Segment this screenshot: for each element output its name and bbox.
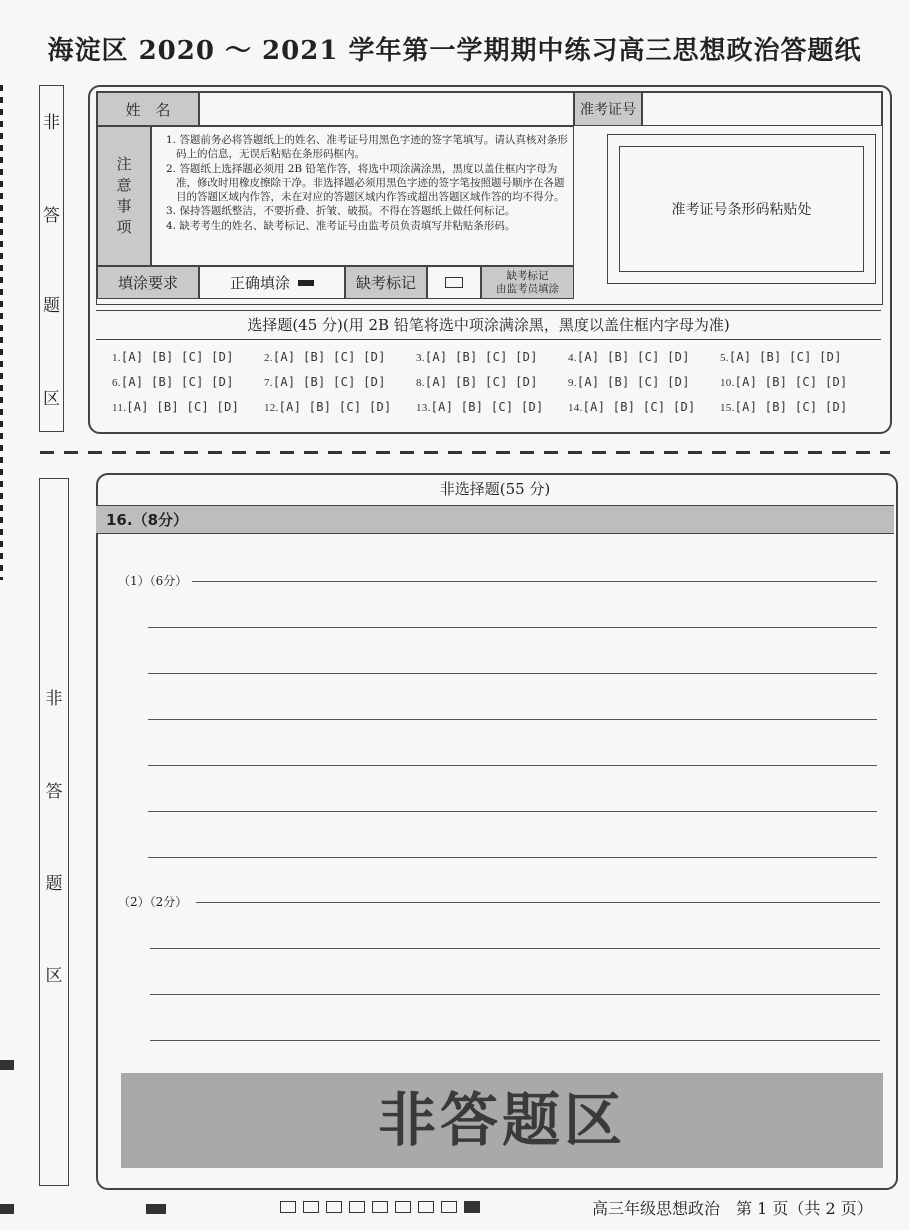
absent-note bbox=[481, 266, 574, 299]
mc-options: [A] [B] [C] [D] bbox=[120, 375, 234, 389]
correct-fill-example bbox=[199, 266, 345, 299]
answer-line[interactable] bbox=[150, 1040, 880, 1041]
answer-line[interactable] bbox=[148, 627, 877, 628]
notes-label-char: 意 bbox=[116, 176, 132, 194]
notes-box bbox=[151, 126, 574, 266]
mc-options: [A] [B] [C] [D] bbox=[734, 375, 848, 389]
footer-square bbox=[395, 1201, 411, 1213]
mc-number: 7. bbox=[264, 377, 273, 389]
notes-label-char: 事 bbox=[116, 197, 132, 215]
mc-item[interactable] bbox=[568, 350, 720, 375]
footer-square bbox=[441, 1201, 457, 1213]
mc-number: 8. bbox=[416, 377, 425, 389]
side-nonanswer-strip-bottom bbox=[39, 478, 69, 1186]
mc-item[interactable] bbox=[416, 375, 568, 400]
answer-line[interactable] bbox=[148, 811, 877, 812]
mc-number: 1. bbox=[112, 352, 121, 364]
name-field[interactable] bbox=[199, 92, 574, 126]
absent-note-line: 缺考标记 bbox=[506, 269, 549, 282]
section-cut-line bbox=[40, 451, 890, 454]
mc-answer-grid bbox=[112, 350, 872, 425]
note-item: 1. 答题前务必将答题纸上的姓名、准考证号用黑色字迹的签字笔填写。请认真核对条形码上的信息，无误后粘贴在条形码框内。 bbox=[166, 134, 568, 161]
absent-label: 缺考标记 bbox=[345, 266, 427, 299]
mc-number: 13. bbox=[416, 402, 431, 414]
sub1-label: （1）（6分） bbox=[118, 574, 188, 588]
answer-line[interactable] bbox=[150, 948, 880, 949]
alignment-mark bbox=[0, 1060, 14, 1070]
note-item: 3. 保持答题纸整洁，不要折叠、折皱、破损。不得在答题纸上做任何标记。 bbox=[166, 205, 516, 218]
footer-square bbox=[280, 1201, 296, 1213]
footer-square bbox=[326, 1201, 342, 1213]
mc-options: [A] [B] [C] [D] bbox=[120, 350, 234, 364]
correct-fill-label: 正确填涂 bbox=[229, 274, 290, 292]
mc-number: 14. bbox=[568, 402, 583, 414]
footer-marks bbox=[280, 1201, 480, 1213]
barcode-area: 准考证号条形码粘贴处 bbox=[619, 146, 864, 272]
mc-number: 11. bbox=[112, 402, 127, 414]
mc-item[interactable] bbox=[112, 400, 264, 425]
info-grid bbox=[96, 91, 883, 305]
side-char: 非 bbox=[45, 689, 63, 709]
answer-line[interactable] bbox=[148, 857, 877, 858]
note-item: 4. 缺考考生的姓名、缺考标记、准考证号由监考员负责填写并粘贴条形码。 bbox=[166, 219, 516, 232]
mc-options: [A] [B] [C] [D] bbox=[272, 375, 386, 389]
answer-line[interactable] bbox=[148, 719, 877, 720]
mc-row bbox=[112, 375, 872, 400]
mc-item[interactable] bbox=[720, 400, 872, 425]
mc-number: 3. bbox=[416, 352, 425, 364]
notes-label bbox=[97, 126, 151, 266]
page-footer: 高三年级思想政治 第 1 页（共 2 页） bbox=[592, 1199, 873, 1218]
mc-options: [A] [B] [C] [D] bbox=[272, 350, 386, 364]
mc-number: 6. bbox=[112, 377, 121, 389]
fill-req-label: 填涂要求 bbox=[97, 266, 199, 299]
answer-line[interactable] bbox=[148, 765, 877, 766]
absent-checkbox[interactable] bbox=[427, 266, 481, 299]
mc-item[interactable] bbox=[264, 350, 416, 375]
left-cut-line bbox=[0, 85, 3, 580]
empty-mark-icon bbox=[445, 277, 463, 288]
side-char: 答 bbox=[43, 206, 60, 226]
mc-item[interactable] bbox=[264, 400, 416, 425]
notes-label-char: 项 bbox=[116, 218, 132, 236]
sub2-label: （2）（2分） bbox=[118, 895, 188, 909]
mc-number: 12. bbox=[264, 402, 279, 414]
mc-options: [A] [B] [C] [D] bbox=[734, 400, 848, 414]
side-char: 题 bbox=[43, 296, 60, 316]
answer-line[interactable] bbox=[150, 994, 880, 995]
mc-row bbox=[112, 350, 872, 375]
exam-id-label: 准考证号 bbox=[574, 92, 642, 126]
question-16-header: 16.（8分） bbox=[96, 505, 894, 534]
mc-options: [A] [B] [C] [D] bbox=[576, 375, 690, 389]
mc-item[interactable] bbox=[112, 350, 264, 375]
footer-square bbox=[418, 1201, 434, 1213]
footer-square bbox=[303, 1201, 319, 1213]
footer-square bbox=[372, 1201, 388, 1213]
side-char: 题 bbox=[45, 874, 63, 894]
note-item: 2. 答题纸上选择题必须用 2B 铅笔作答，将选中项涂满涂黑，黑度以盖住框内字母为准，修改时用橡皮擦除干净。非选择题必须用黑色字迹的签字笔按照题号顺序在各题目的答题区域内作答，未在对应的答题区域内作答或超出答题区域作答的均不得分。 bbox=[166, 162, 565, 204]
side-char: 非 bbox=[43, 113, 60, 133]
mc-item[interactable] bbox=[416, 400, 568, 425]
mc-options: [A] [B] [C] [D] bbox=[728, 350, 842, 364]
mc-options: [A] [B] [C] [D] bbox=[424, 350, 538, 364]
absent-note-line: 由监考员填涂 bbox=[496, 282, 559, 295]
answer-line[interactable] bbox=[148, 673, 877, 674]
mc-item[interactable] bbox=[264, 375, 416, 400]
mc-number: 10. bbox=[720, 377, 735, 389]
filled-mark-icon bbox=[298, 280, 314, 286]
side-char: 区 bbox=[43, 389, 60, 409]
mc-item[interactable] bbox=[720, 350, 872, 375]
mc-options: [A] [B] [C] [D] bbox=[126, 400, 240, 414]
page-title: 海淀区 2020 ～ 2021 学年第一学期期中练习高三思想政治答题纸 bbox=[47, 36, 862, 66]
mc-options: [A] [B] [C] [D] bbox=[576, 350, 690, 364]
mc-item[interactable] bbox=[568, 375, 720, 400]
mc-number: 15. bbox=[720, 402, 735, 414]
mc-options: [A] [B] [C] [D] bbox=[278, 400, 392, 414]
mc-item[interactable] bbox=[112, 375, 264, 400]
mc-number: 9. bbox=[568, 377, 577, 389]
mc-header: 选择题(45 分)(用 2B 铅笔将选中项涂满涂黑，黑度以盖住框内字母为准) bbox=[96, 310, 881, 340]
mc-number: 2. bbox=[264, 352, 273, 364]
name-label: 姓 名 bbox=[97, 92, 199, 126]
mc-item[interactable] bbox=[720, 375, 872, 400]
footer-square bbox=[349, 1201, 365, 1213]
answer-line[interactable] bbox=[196, 902, 880, 903]
mc-options: [A] [B] [C] [D] bbox=[424, 375, 538, 389]
mc-row bbox=[112, 400, 872, 425]
mc-item[interactable] bbox=[416, 350, 568, 375]
answer-line[interactable] bbox=[192, 581, 877, 582]
nonanswer-text: 非答题区 bbox=[377, 1086, 626, 1154]
footer-square-filled bbox=[464, 1201, 480, 1213]
side-nonanswer-strip-top bbox=[39, 85, 64, 432]
mc-number: 5. bbox=[720, 352, 729, 364]
notes-label-char: 注 bbox=[116, 155, 132, 173]
nonmc-header: 非选择题(55 分) bbox=[439, 480, 551, 498]
alignment-mark bbox=[0, 1204, 14, 1214]
mc-options: [A] [B] [C] [D] bbox=[430, 400, 544, 414]
mc-number: 4. bbox=[568, 352, 577, 364]
exam-id-field[interactable] bbox=[642, 92, 882, 126]
mc-item[interactable] bbox=[568, 400, 720, 425]
side-char: 答 bbox=[45, 782, 63, 802]
alignment-mark bbox=[146, 1204, 166, 1214]
side-char: 区 bbox=[45, 966, 63, 986]
mc-options: [A] [B] [C] [D] bbox=[582, 400, 696, 414]
